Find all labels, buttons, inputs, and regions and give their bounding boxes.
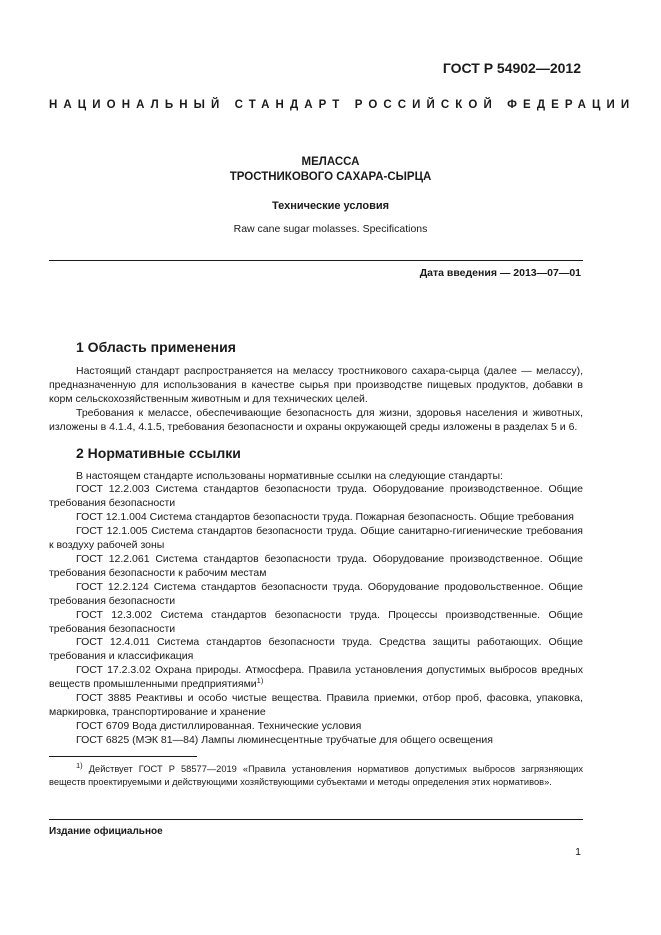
- section-2-heading: 2 Нормативные ссылки: [76, 444, 241, 461]
- document-body: [49, 338, 583, 789]
- reference-item: ГОСТ 3885 Реактивы и особо чистые вещества. Правила приемки, отбор проб, фасовка, упаковка, маркировка, транспортирование и хранение: [49, 692, 583, 718]
- section-1-paragraph: Настоящий стандарт распространяется на мелассу тростникового сахара-сырца (далее — мелассу), предназначенную для использования в качестве сырья при производстве пищевых продуктов, добавки в корм сельскохозяйственным животным и для технических целей.: [49, 365, 583, 405]
- title-divider: [49, 260, 583, 261]
- reference-item: ГОСТ 12.3.002 Система стандартов безопасности труда. Процессы производственные. Общие требования безопасности: [49, 608, 583, 635]
- national-standard-banner: НАЦИОНАЛЬНЫЙ СТАНДАРТ РОССИЙСКОЙ ФЕДЕРАЦИИ: [49, 99, 636, 111]
- section-1-paragraph: Требования к мелассе, обеспечивающие безопасность для жизни, здоровья населения и животных, изложены в 4.1.4, 4.1.5, требования безопасности и охраны окружающей среды изложены в разделах 5 и 6.: [49, 406, 583, 433]
- reference-item: ГОСТ 6709 Вода дистиллированная. Технические условия: [76, 719, 362, 732]
- document-title: [49, 155, 612, 185]
- introduction-date: Дата введения — 2013—07—01: [419, 267, 581, 279]
- footnote-marker: 1): [256, 676, 264, 686]
- reference-item: ГОСТ 12.2.124 Система стандартов безопасности труда. Оборудование продовольственное. Общие требования безопасности: [49, 580, 583, 607]
- reference-item: ГОСТ 12.2.003 Система стандартов безопасности труда. Оборудование производственное. Общие требования безопасности: [49, 483, 583, 510]
- reference-item: ГОСТ 12.4.011 Система стандартов безопасности труда. Средства защиты работающих. Общие требования и классификация: [49, 636, 583, 663]
- reference-item: [49, 664, 583, 692]
- footnote-divider: [49, 756, 197, 757]
- section-1-heading: 1 Область применения: [76, 339, 236, 355]
- reference-item: ГОСТ 12.1.005 Система стандартов безопасности труда. Общие санитарно-гигиенические требования к воздуху рабочей зоны: [49, 525, 583, 552]
- official-edition-label: Издание официальное: [49, 826, 163, 837]
- document-subtitle: Технические условия: [271, 200, 390, 212]
- title-line-1: МЕЛАССА: [301, 156, 360, 168]
- footnote: [49, 760, 583, 789]
- title-line-2: ТРОСТНИКОВОГО САХАРА-СЫРЦА: [229, 171, 432, 183]
- page-number: 1: [575, 846, 581, 858]
- footer-divider: [49, 819, 583, 820]
- footnote-marker: 1): [76, 760, 83, 770]
- reference-item: ГОСТ 12.2.061 Система стандартов безопасности труда. Оборудование производственное. Общие требования безопасности к рабочим местам: [49, 552, 583, 579]
- document-code: ГОСТ Р 54902—2012: [442, 60, 581, 76]
- reference-text: ГОСТ 17.2.3.02 Охрана природы. Атмосфера. Правила установления допустимых выбросов вредных веществ промышленными предприятиями: [49, 664, 583, 691]
- section-2-intro: В настоящем стандарте использованы нормативные ссылки на следующие стандарты:: [76, 469, 503, 482]
- reference-item: ГОСТ 12.1.004 Система стандартов безопасности труда. Пожарная безопасность. Общие требования: [76, 511, 574, 524]
- english-title: Raw cane sugar molasses. Specifications: [233, 223, 428, 235]
- footnote-text: Действует ГОСТ Р 58577—2019 «Правила установления нормативов допустимых выбросов загрязняющих веществ проектируемыми и действующими хозяйствующими субъектами и методы определения этих нормативов».: [49, 763, 583, 787]
- reference-item: ГОСТ 6825 (МЭК 81—84) Лампы люминесцентные трубчатые для общего освещения: [76, 733, 493, 746]
